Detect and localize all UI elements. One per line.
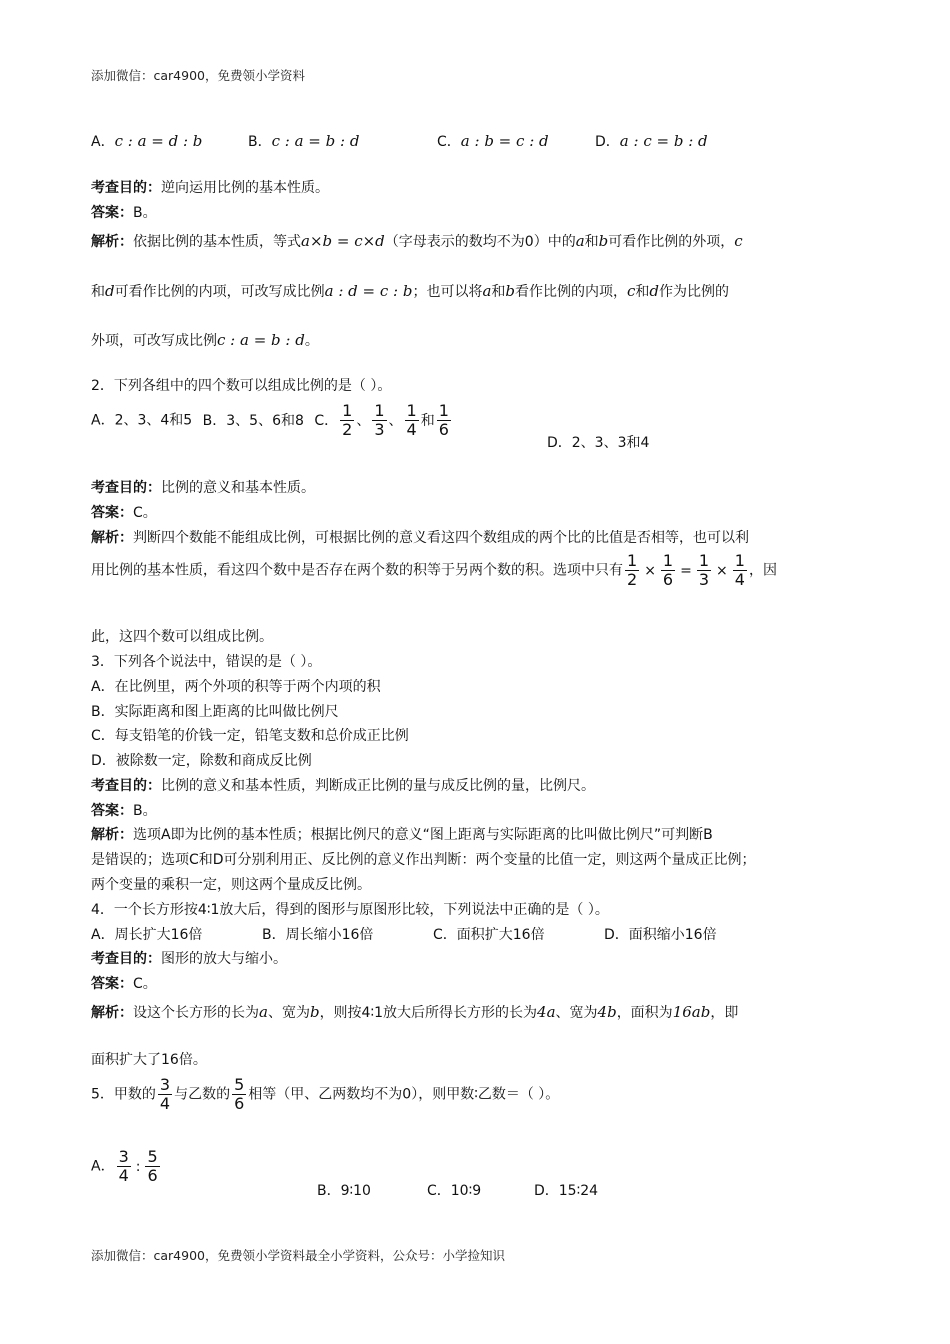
q3-option-c: C．每支铅笔的价钱一定，铅笔支数和总价成正比例 — [91, 728, 409, 744]
q1-analysis-line3: 外项，可改写成比例c : a = b : d。 — [91, 331, 319, 349]
q5-option-c: C．10∶9 — [427, 1183, 482, 1199]
q1-options — [91, 131, 202, 151]
q1-option-a: A．c : a = d : b — [91, 132, 203, 150]
q1-option-d: D．a : c = b : d — [595, 132, 708, 150]
q2-option-c: C． $\frac{1}{2}$ 、 $\frac{1}{3}$ 、 $\frac{1}{4}$ 和 $\frac{1}{6}$ — [314, 401, 449, 439]
q5-option-d: D．15∶24 — [534, 1183, 599, 1199]
q5-option-b: B．9∶10 — [317, 1183, 371, 1199]
q4-stem: 4．一个长方形按4∶1放大后，得到的图形与原图形比较，下列说法中正确的是（ ）。 — [91, 902, 609, 918]
q1-purpose: 考查目的：逆向运用比例的基本性质。 — [91, 180, 329, 196]
q3-stem: 3．下列各个说法中，错误的是（ ）。 — [91, 654, 322, 670]
q4-purpose: 考查目的：图形的放大与缩小。 — [91, 951, 287, 967]
q3-analysis-line1: 解析：选项A即为比例的基本性质；根据比例尺的意义“图上距离与实际距离的比叫做比例尺”可判断B — [91, 827, 713, 843]
page-header: 添加微信：car4900，免费领小学资料 — [91, 68, 305, 83]
q2-options — [91, 402, 453, 439]
q3-option-b: B．实际距离和图上距离的比叫做比例尺 — [91, 704, 339, 720]
q2-analysis-line1: 解析：判断四个数能不能组成比例，可根据比例的意义看这四个数组成的两个比的比值是否相等，也可以利 — [91, 530, 749, 546]
q3-analysis-line3: 两个变量的乘积一定，则这两个量成反比例。 — [91, 877, 371, 893]
q3-analysis-line2: 是错误的；选项C和D可分别利用正、反比例的意义作出判断：两个变量的比值一定，则这两个量成正比例； — [91, 852, 756, 868]
fraction-1-4: $\frac{1}{4}$ — [406, 401, 417, 439]
q1-option-c: C．a : b = c : d — [437, 132, 549, 150]
q3-answer: 答案：B。 — [91, 803, 157, 819]
q4-analysis-line2: 面积扩大了16倍。 — [91, 1052, 207, 1068]
q4-option-d: D．面积缩小16倍 — [604, 927, 717, 943]
q3-purpose: 考查目的：比例的意义和基本性质，判断成正比例的量与成反比例的量，比例尺。 — [91, 778, 595, 794]
q2-analysis-line3: 此，这四个数可以组成比例。 — [91, 629, 273, 645]
q5-option-a: A． $\frac{3}{4}$ : $\frac{5}{6}$ — [91, 1147, 158, 1185]
q5-stem: 5．甲数的 $\frac{3}{4}$ 与乙数的 $\frac{5}{6}$ 相等（甲、乙两数均不为0），则甲数∶乙数＝（ ）。 — [91, 1075, 560, 1113]
q1-analysis-line2: 和d可看作比例的内项，可改写成比例a : d = c : b；也可以将a和b看作比例的内项，c和d作为比例的 — [91, 282, 730, 300]
q2-purpose: 考查目的：比例的意义和基本性质。 — [91, 480, 315, 496]
q1-answer: 答案：B。 — [91, 205, 157, 221]
fraction-1-2: $\frac{1}{2}$ — [342, 401, 353, 439]
page-footer: 添加微信：car4900，免费领小学资料最全小学资料，公众号：小学捡知识 — [91, 1248, 505, 1263]
q4-answer: 答案：C。 — [91, 976, 157, 992]
q2-answer: 答案：C。 — [91, 505, 157, 521]
q2-option-d: D．2、3、3和4 — [547, 435, 650, 451]
q2-stem: 2．下列各组中的四个数可以组成比例的是（ ）。 — [91, 378, 392, 394]
q3-option-d: D．被除数一定，除数和商成反比例 — [91, 753, 312, 769]
q2-option-a: A．2、3、4和5 — [91, 412, 193, 429]
fraction-1-3: $\frac{1}{3}$ — [374, 401, 385, 439]
q4-option-c: C．面积扩大16倍 — [433, 927, 545, 943]
q3-option-a: A．在比例里，两个外项的积等于两个内项的积 — [91, 679, 381, 695]
fraction-3-4: $\frac{3}{4}$ — [159, 1075, 171, 1113]
q1-analysis-line1: 解析：依据比例的基本性质，等式a×b = c×d（字母表示的数均不为0）中的a和b可看作比例的外项，c — [91, 232, 743, 250]
q4-option-b: B．周长缩小16倍 — [262, 927, 374, 943]
q4-option-a: A．周长扩大16倍 — [91, 927, 203, 943]
fraction-1-6: $\frac{1}{6}$ — [438, 401, 449, 439]
q2-option-b: B．3、5、6和8 — [202, 412, 304, 429]
q2-analysis-line2: 用比例的基本性质，看这四个数中是否存在两个数的积等于另两个数的积。选项中只有 $\frac{1}{2}$ × $\frac{1}{6}$ = $\frac{1}{3}$ × $\frac{1}{4}$ ，因 — [91, 551, 777, 589]
fraction-5-6: $\frac{5}{6}$ — [234, 1075, 245, 1113]
q1-option-b: B．c : a = b : d — [248, 132, 360, 150]
q4-analysis-line1: 解析：设这个长方形的长为a、宽为b，则按4∶1放大后所得长方形的长为4a、宽为4b，面积为16ab，即 — [91, 1003, 739, 1021]
